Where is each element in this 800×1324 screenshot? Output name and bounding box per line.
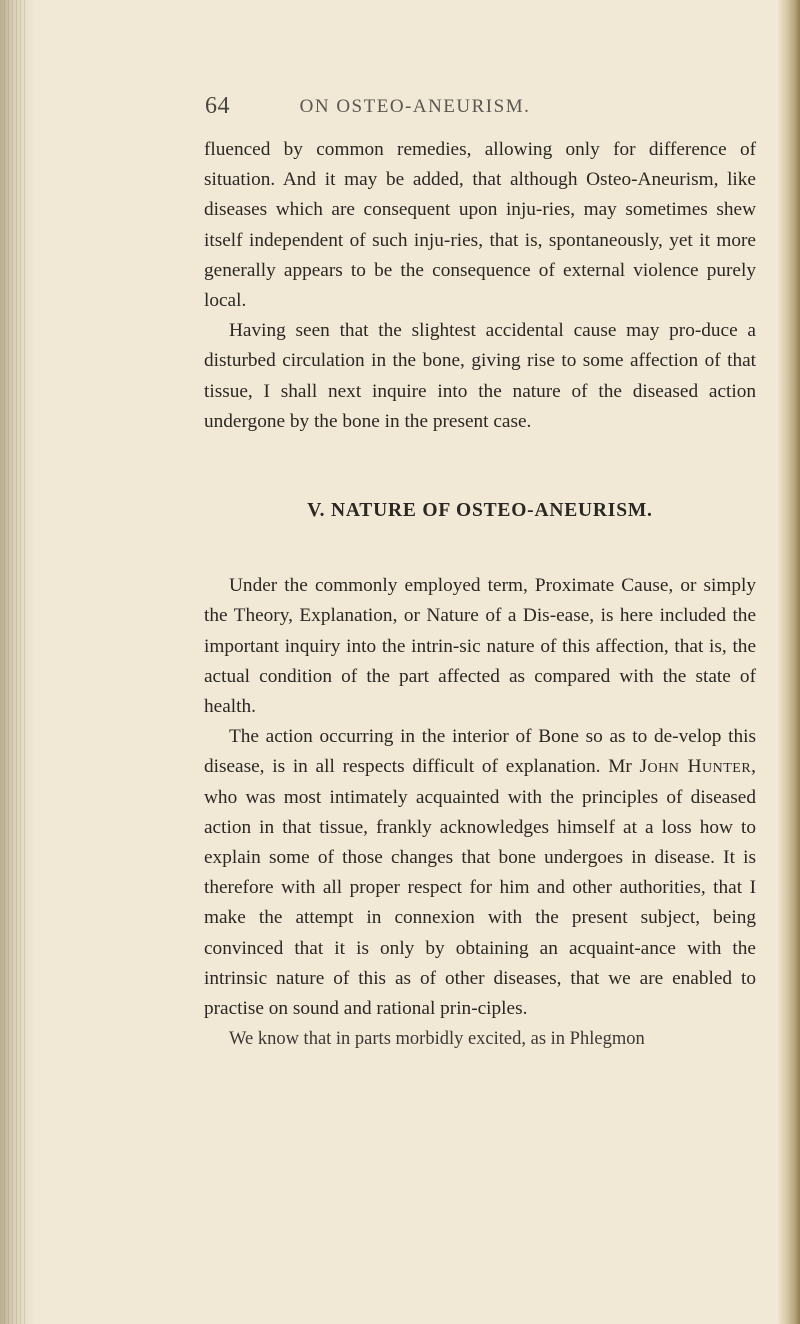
section-heading: V. NATURE OF OSTEO-ANEURISM.	[307, 500, 653, 522]
paragraph-hunter-rest: , who was most intimately acquainted with the principles of diseased action in that tissue, frankly acknowledges himself at a loss how to explain some of those changes that bone undergoes in disease. It is therefore with all proper respect for him and other authorities, that I make the attempt in connexion with the present subject, being convinced that it is only by obtaining an acquaint-ance with the intrinsic nature of this as of other diseases, that we are enabled to practise on sound and rational prin-ciples.	[204, 756, 756, 1020]
paragraph-phlegmon: We know that in parts morbidly excited, as in Phlegmon	[229, 1029, 645, 1050]
paragraph-continued: fluenced by common remedies, allowing only for difference of situation. And it may be added, that although Osteo-Aneurism, like diseases which are consequent upon inju-ries, may sometimes shew itself independent of such inju-ries, that is, spontaneously, yet it more generally appears to be the consequence of external violence purely local.	[204, 139, 756, 312]
paragraph-having-seen: Having seen that the slightest accidental cause may pro-duce a disturbed circulation in the bone, giving rise to some affection of that tissue, I shall next inquire into the nature of the diseased action undergone by the bone in the present case.	[204, 320, 756, 432]
paragraph-hunter	[204, 722, 756, 1024]
body-text	[204, 135, 756, 1054]
page-number: 64	[205, 93, 230, 119]
running-head	[205, 93, 725, 127]
paragraph-proximate-cause: Under the commonly employed term, Proximate Cause, or simply the Theory, Explanation, or Nature of a Dis-ease, is here included the important inquiry into the intrin-sic nature of this affection, that is, the actual condition of the part affected as compared with the state of health.	[204, 575, 756, 718]
running-title: ON OSTEO-ANEURISM.	[299, 96, 531, 117]
author-name: John Hunter	[639, 756, 752, 778]
paragraph-hunter-start: The action occurring in the interior of Bone so as to de-velop this disease, is in all respects difficult of explanation. Mr	[204, 726, 756, 778]
